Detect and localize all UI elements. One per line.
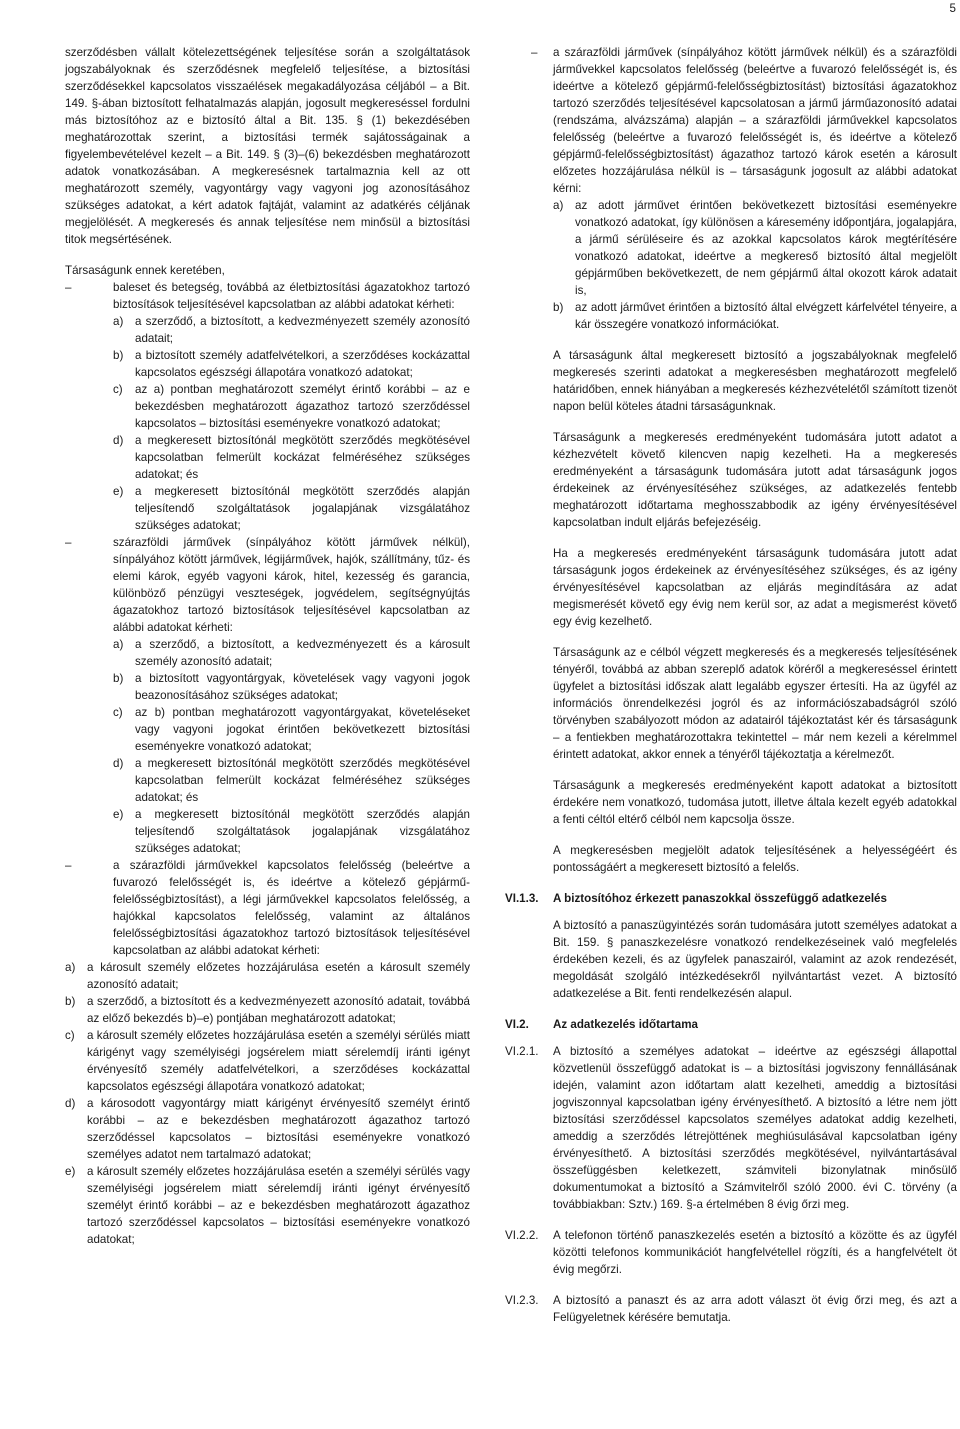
item-text: a megkeresett biztosítónál megkötött szerződés alapján teljesítendő szolgáltatások jogalapjának vizsgálatához szükséges adatokat; [135, 808, 470, 855]
item-marker: a) [553, 199, 564, 212]
left-column [65, 44, 470, 1248]
item-text: az adott járművet érintően a biztosító által elvégzett kárfelvétel tényeire, a kár összegére vonatkozó információkat. [575, 301, 957, 331]
item-marker: e) [113, 485, 124, 498]
item-text: A telefonon történő panaszkezelés esetén a biztosító a közötte és az ügyfél közötti telefonos kommunikációt hangfelvétellel rögzíti, és a hangfelvételt öt évig megőrzi. [553, 1229, 957, 1276]
list-item [65, 1095, 470, 1163]
list-item [113, 806, 470, 857]
dash-text: baleset és betegség, továbbá az életbiztosítási ágazatokhoz tartozó biztosítások teljesítésével kapcsolatban az alábbi adatokat kérheti: [113, 281, 470, 311]
item-text: az adott járművet érintően bekövetkezett biztosítási eseményekre vonatkozó adatokat, így különösen a káresemény időpontjára, jogalapjára, a jármű sérüléseire és az azokkal kapcsolatos károk megtérítésére vonatkozó adatokat, ideértve a megkereső biztosító által megjelölt gépjárműben bekövetkezett, de nem gépjármű által okozott károk adatait is, [575, 199, 957, 297]
intro-paragraph: szerződésben vállalt kötelezettségének teljesítése során a szolgáltatások jogszabályoknak és szerződésnek megfelelő teljesítése, a biztosítási szerződésekkel kapcsolatos visszaélések megakadályozása céljából – a Bit. 149. §-ában biztosított felhatalmazás alapján, jogosult megkereséssel fordulni más biztosítóhoz az e biztosító által a Bit. 135. § (1) bekezdésében meghatározottak szerint, a biztosítási termék sajátosságainak a figyelembevételével kezelt – a Bit. 149. § (3)–(6) bekezdésben meghatározott adatok vonatkozásában. A megkeresésnek tartalmaznia kell az ott meghatározott személy, vagyontárgy vagy vagyoni jog azonosításához szükséges adatokat, a kért adatok fajtáját, valamint az adatkérés céljának megjelölését. A megkeresés és annak teljesítése nem minősül a biztosítási titok megsértésének. [65, 46, 470, 246]
dash-text: szárazföldi járművek (sínpályához kötött járművek nélkül), sínpályához kötött járművek, légijárművek, hajók, szállítmány, tűz- és elemi károk, egyéb vagyoni károk, hitel, kezesség és garancia, különböző pénzügyi veszteségek, jogvédelem, segítségnyújtás ágazatokhoz tartozó biztosítások teljesítésével kapcsolatban az alábbi adatokat kérheti: [113, 536, 470, 634]
item-text: a biztosított személy adatfelvételkori, a szerződéses kockázattal kapcsolatos egészségi állapotára vonatkozó adatokat; [135, 349, 470, 379]
item-text: a szerződő, a biztosított, a kedvezményezett és a károsult személy azonosító adatait; [135, 638, 470, 668]
list-item [113, 755, 470, 806]
item-marker: c) [113, 706, 123, 719]
item-marker: b) [113, 349, 124, 362]
list-item [553, 197, 957, 299]
dash-marker: – [65, 859, 72, 872]
item-text: a megkeresett biztosítónál megkötött szerződés alapján teljesítendő szolgáltatások jogalapjának vizsgálatához szükséges adatokat; [135, 485, 470, 532]
item-text: az b) pontban meghatározott vagyontárgyakat, követeléseket vagy vagyoni jogokat érintően bekövetkezett biztosítási eseményekre vonatkozó adatokat; [135, 706, 470, 753]
dash-text: a szárazföldi járművek (sínpályához kötött járművek nélkül) és a szárazföldi járművekkel kapcsolatos felelősség (beleértve a fuvarozó felelősségét is, és ideértve a kötelező gépjármű-felelősségbiztosítást) biztosítási ágazatokhoz tartozó szerződés teljesítésével kapcsolatosan a jármű járműazonosító adatai (rendszáma, alvázszáma) alapján – a szárazföldi járművekkel kapcsolatos felelősség (beleértve a fuvarozó felelősségét is, és ideértve a kötelező gépjármű-felelősségbiztosítást) ágazathoz tartozó károk esetén a károsult előzetes hozzájárulása nélkül is – társaságunk jogosult az alábbi adatokat kérni: [553, 46, 957, 195]
section-number: VI.2. [505, 1018, 529, 1031]
section-number: VI.1.3. [505, 892, 539, 905]
dash-item-1 [65, 279, 470, 534]
item-marker: d) [113, 434, 124, 447]
section-title: Az adatkezelés időtartama [553, 1018, 698, 1031]
dash-marker: – [65, 281, 72, 294]
section-heading [505, 890, 957, 907]
item-marker: a) [65, 961, 76, 974]
item-marker: b) [113, 672, 124, 685]
item-number: VI.2.3. [505, 1294, 539, 1307]
item-text: a megkeresett biztosítónál megkötött szerződés megkötésével kapcsolatban felmerült kockázat felméréséhez szükséges adatokat; és [135, 757, 470, 804]
item-marker: b) [553, 301, 564, 314]
dash-item-4 [505, 44, 957, 333]
section-title: A biztosítóhoz érkezett panaszokkal összefüggő adatkezelés [553, 892, 887, 905]
section-paragraph: A biztosító a panaszügyintézés során tudomására jutott személyes adatokat a Bit. 159. § panaszkezelésre vonatkozó rendelkezéseinek való megfelelés érdekében kezeli, és az ügyfelek panaszairól, valamint az azok rendezését, megoldását szolgáló intézkedésekről nyilvántartást vezet. A biztosító adatkezelése a Bit. fenti rendelkezésén alapul. [553, 919, 957, 1000]
list-item [113, 347, 470, 381]
item-marker: c) [65, 1029, 75, 1042]
item-text: a megkeresett biztosítónál megkötött szerződés megkötésével kapcsolatban felmerült kockázat felméréséhez szükséges adatokat; és [135, 434, 470, 481]
item-text: a károsult személy előzetes hozzájárulása esetén a személyi sérülés miatt kárigényt vagy személyiségi jogsérelem miatt sérelemdíj iránti igényt érvényesítő személy adatfelvételkori, a szerződéses kockázattal kapcsolatos egészségi állapotára vonatkozó adatokat; [87, 1029, 470, 1093]
dash-marker: – [531, 46, 538, 59]
paragraph: Ha a megkeresés eredményeként társaságunk tudomására jutott adat társaságunk jogos érdekeinek az érvényesítéséhez szükséges, és az igény érvényesítésével kapcsolatban az eljárás megindítására az adat megismerését követő egy évig nem kerül sor, az adat a megismerést követő egy évig kezelhető. [553, 547, 957, 628]
item-text: a biztosított vagyontárgyak, követelések vagy vagyoni jogok beazonosításához szükséges adatokat; [135, 672, 470, 702]
list-item [113, 432, 470, 483]
list-item [65, 959, 470, 993]
list-item [65, 993, 470, 1027]
paragraph: A megkeresésben megjelölt adatok teljesítésének a helyességéért és pontosságáért a megkeresett biztosító a felelős. [553, 844, 957, 874]
item-text: a szerződő, a biztosított és a kedvezményezett azonosító adatait, továbbá az előző bekezdés b)–e) pontjában meghatározott adatokat; [87, 995, 470, 1025]
list-item [65, 1027, 470, 1095]
dash-item-2 [65, 534, 470, 857]
numbered-item [505, 1292, 957, 1326]
paragraph: Társaságunk a megkeresés eredményeként kapott adatokat a biztosított érdekére nem vonatkozó, tudomása jutott, illetve általa kezelt egyéb adatokkal a fenti céltól eltérő célból nem kapcsolja össze. [553, 779, 957, 826]
paragraph: A társaságunk által megkeresett biztosító a jogszabályoknak megfelelő megkeresés szerinti adatokat a megkeresésben meghatározott megfelelő határidőben, ennek hiányában a megkeresés kézhezvételétől számított tizenöt napon belül köteles átadni társaságunknak. [553, 349, 957, 413]
item-text: A biztosító a panaszt és az arra adott választ öt évig őrzi meg, és azt a Felügyeletnek kérésére bemutatja. [553, 1294, 957, 1324]
item-text: A biztosító a személyes adatokat – ideértve az egészségi állapottal közvetlenül összefüggő adatokat is – a biztosítási jogviszony fennállásának idején, valamint azon időtartam alatt kezelheti, ameddig a biztosítási jogviszonnyal kapcsolatban igény érvényesíthető. A biztosító a létre nem jött biztosítási szerződéssel kapcsolatos személyes adatokat addig kezelheti, ameddig a szerződés létrejöttének meghiúsulásával kapcsolatban igény érvényesíthető. A biztosítási szerződés megkötésével, nyilvántartásával összefüggésben keletkezett, számviteli bizonylatnak minősülő dokumentumokat a biztosító a Számvitelről szóló 2000. évi C. törvény (a továbbiakban: Sztv.) 169. §-a értelmében 8 évig őrzi meg. [553, 1045, 957, 1211]
paragraph: Társaságunk a megkeresés eredményeként tudomására jutott adatot a kézhezvételt követő kilencven napig kezelheti. Ha a megkeresés eredményeként a társaságunk tudomására jutott adat társaságunk jogos érdekeinek az érvényesítéséhez szükséges, az adatkezelés fentebb meghatározott időtartama meghosszabbodik az igény érvényesítésével kapcsolatban indult eljárás befejezéséig. [553, 431, 957, 529]
right-column [505, 44, 957, 1340]
dash-item-3 [65, 857, 470, 959]
numbered-item [505, 1043, 957, 1213]
page-number: 5 [949, 2, 956, 15]
dash-marker: – [65, 536, 72, 549]
list-item [113, 636, 470, 670]
list-item [113, 704, 470, 755]
dash-text: a szárazföldi járművekkel kapcsolatos felelősség (beleértve a fuvarozó felelősségét is, és ideértve a kötelező gépjármű-felelősségbiztosítást), a légi járművekkel kapcsolatos felelősség, a hajókkal kapcsolatos felelősség, valamint az általános felelősségbiztosítási ágazatokhoz tartozó biztosítások teljesítésével kapcsolatban az alábbi adatokat kérheti: [113, 859, 470, 957]
list-item [113, 381, 470, 432]
item-number: VI.2.1. [505, 1045, 539, 1058]
list-item [65, 1163, 470, 1248]
list-item [113, 670, 470, 704]
item-marker: e) [65, 1165, 76, 1178]
item-text: a szerződő, a biztosított, a kedvezményezett személy azonosító adatait; [135, 315, 470, 345]
item-marker: e) [113, 808, 124, 821]
item-marker: d) [65, 1097, 76, 1110]
framework-line: Társaságunk ennek keretében, [65, 264, 225, 277]
section-heading [505, 1016, 957, 1033]
item-marker: a) [113, 315, 124, 328]
list-item [113, 313, 470, 347]
paragraph: Társaságunk az e célból végzett megkeresés és a megkeresés teljesítésének tényéről, továbbá az abban szereplő adatok köréről a megkereséssel érintett ügyfelet a biztosítási időszak alatt legalább egyszer értesíti. Ha az ügyfél az információs önrendelkezési jogról és az információszabadságról szóló törvényben szabályozott módon az adatairól tájékoztatást kér és társaságunk – a fentiekben meghatározottakra tekintettel – már nem kezeli a kérelmmel érintett adatokat, akkor ennek a tényéről tájékoztatja a kérelmezőt. [553, 646, 957, 761]
item-marker: c) [113, 383, 123, 396]
item-text: a károsult személy előzetes hozzájárulása esetén a személyi sérülés vagy személyiségi jogsérelem miatt sérelemdíj iránti igényt érvényesítő személyt érintő korábbi – az e bekezdésben meghatározott ágazathoz tartozó szerződéssel kapcsolatos – biztosítási eseményekre vonatkozó adatokat; [87, 1165, 470, 1246]
item-text: a károsult személy előzetes hozzájárulása esetén a károsult személy azonosító adatait; [87, 961, 470, 991]
item-number: VI.2.2. [505, 1229, 539, 1242]
list-item [113, 483, 470, 534]
item-marker: d) [113, 757, 124, 770]
item-text: az a) pontban meghatározott személyt érintő korábbi – az e bekezdésben meghatározott ágazathoz tartozó szerződéssel kapcsolatos – biztosítási eseményekre vonatkozó adatokat; [135, 383, 470, 430]
item-text: a károsodott vagyontárgy miatt kárigényt érvényesítő személyt érintő korábbi – az e bekezdésben meghatározott ágazathoz tartozó szerződéssel kapcsolatos – biztosítási eseményekre vonatkozó személyes adatot nem tartalmazó adatokat; [87, 1097, 470, 1161]
numbered-item [505, 1227, 957, 1278]
item-marker: b) [65, 995, 76, 1008]
item-marker: a) [113, 638, 124, 651]
list-item [553, 299, 957, 333]
